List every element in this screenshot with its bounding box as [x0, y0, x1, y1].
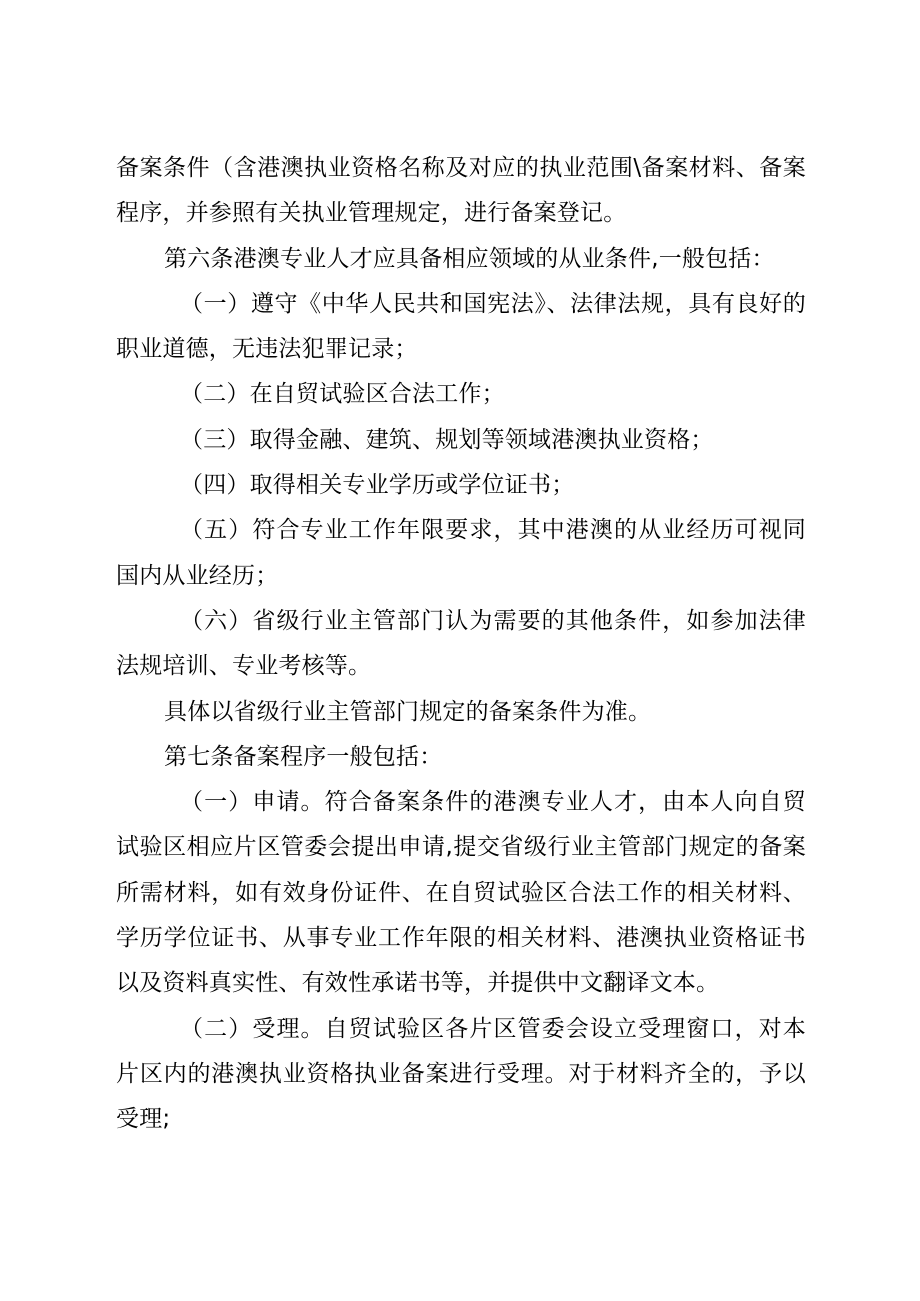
paragraph-filing-conditions-continued: 备案条件（含港澳执业资格名称及对应的执业范围\备案材料、备案程序，并参照有关执业管理规定，进行备案登记。 — [116, 155, 806, 227]
paragraph-article-6-item-1: （一）遵守《中华人民共和国宪法》、法律法规，具有良好的职业道德，无违法犯罪记录； — [116, 290, 806, 363]
paragraph-article-6-item-2: （二）在自贸试验区合法工作； — [180, 381, 505, 408]
paragraph-article-6-item-6: （六）省级行业主管部门认为需要的其他条件，如参加法律法规培训、专业考核等。 — [116, 607, 806, 680]
paragraph-article-7-item-1: （一）申请。符合备案条件的港澳专业人才，由本人向自贸试验区相应片区管委会提出申请,提交省级行业主管部门规定的备案所需材料，如有效身份证件、在自贸试验区合法工作的相关材料、学历学位证书、从事专业工作年限的相关材料、港澳执业资格证书以及资料真实性、有效性承诺书等，并提供中文翻译文本。 — [116, 789, 806, 997]
paragraph-article-6-item-3: （三）取得金融、建筑、规划等领域港澳执业资格； — [180, 426, 714, 453]
paragraph-article-6-closing: 具体以省级行业主管部门规定的备案条件为准。 — [164, 698, 652, 725]
paragraph-article-7-item-2: （二）受理。自贸试验区各片区管委会设立受理窗口，对本片区内的港澳执业资格执业备案进行受理。对于材料齐全的，予以受理; — [116, 1015, 806, 1133]
paragraph-article-6-heading: 第六条港澳专业人才应具备相应领域的从业条件,一般包括： — [164, 245, 775, 272]
paragraph-article-6-item-5: （五）符合专业工作年限要求，其中港澳的从业经历可视同国内从业经历； — [116, 517, 806, 589]
paragraph-article-6-item-4: （四）取得相关专业学历或学位证书； — [180, 472, 575, 499]
paragraph-article-7-heading: 第七条备案程序一般包括： — [164, 743, 443, 770]
document-body — [116, 146, 806, 1143]
